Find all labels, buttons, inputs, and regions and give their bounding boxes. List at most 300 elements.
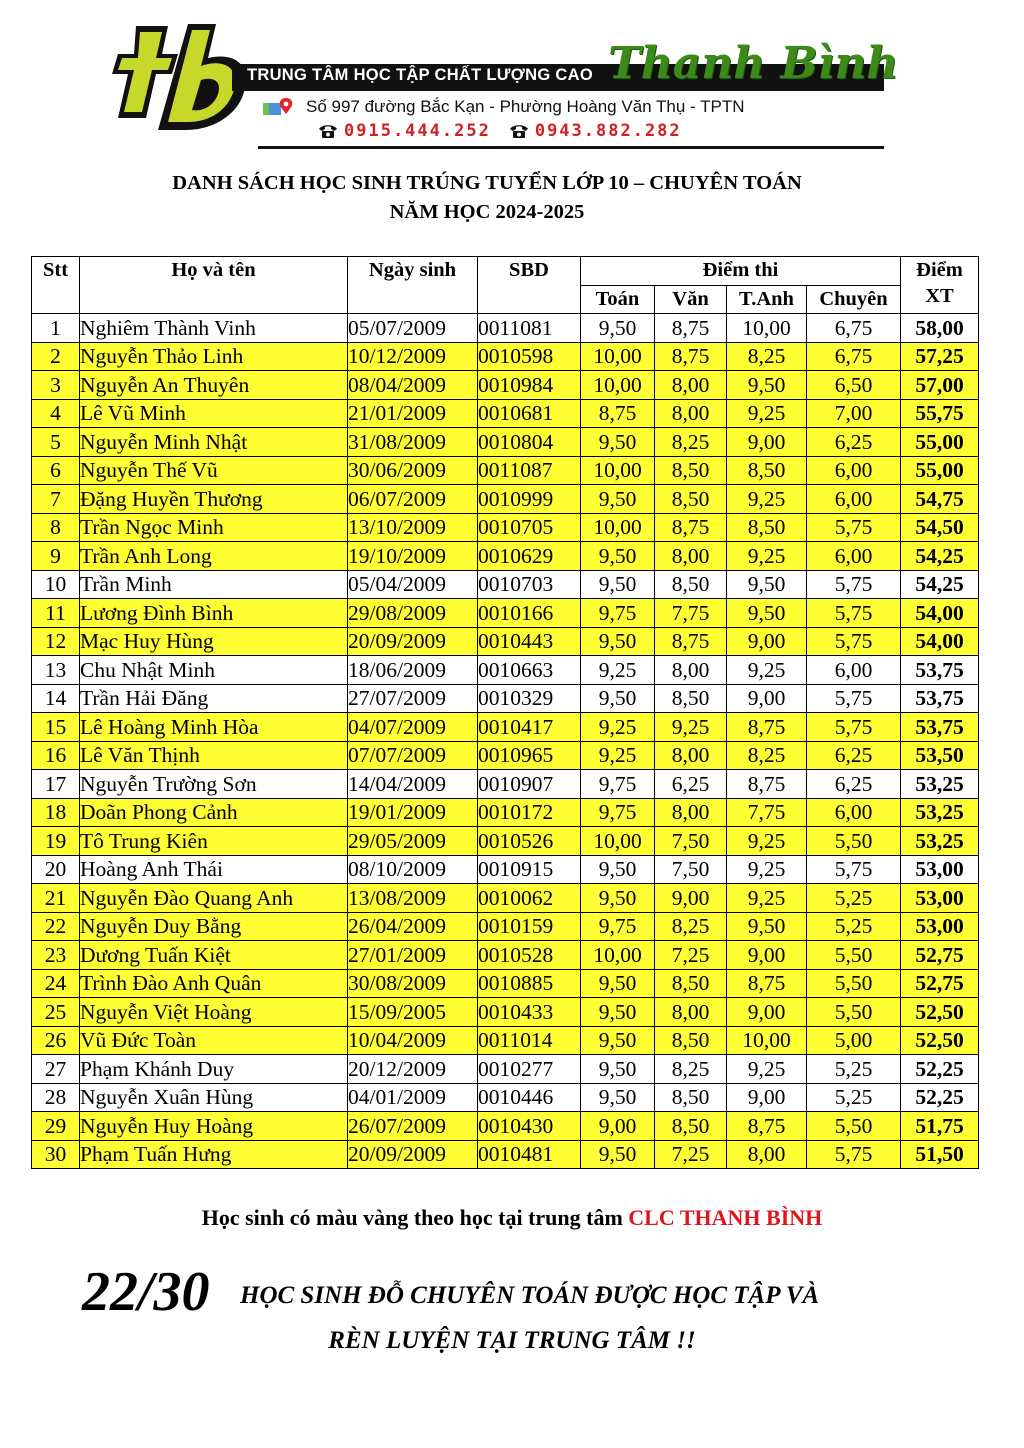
row-literature-score: 8,00 bbox=[655, 656, 727, 685]
row-sbd: 0010417 bbox=[478, 713, 581, 742]
row-specialized-score: 6,00 bbox=[807, 542, 901, 571]
row-dob: 19/01/2009 bbox=[348, 798, 478, 827]
row-literature-score: 8,75 bbox=[655, 627, 727, 656]
promo-line-2: RÈN LUYỆN TẠI TRUNG TÂM !! bbox=[328, 1327, 696, 1354]
row-dob: 21/01/2009 bbox=[348, 399, 478, 428]
row-stt: 9 bbox=[32, 542, 80, 571]
row-math-score: 9,75 bbox=[581, 770, 655, 799]
row-specialized-score: 6,75 bbox=[807, 314, 901, 343]
row-literature-score: 8,25 bbox=[655, 912, 727, 941]
row-stt: 11 bbox=[32, 599, 80, 628]
row-name: Vũ Đức Toàn bbox=[80, 1026, 348, 1055]
row-dob: 14/04/2009 bbox=[348, 770, 478, 799]
row-math-score: 10,00 bbox=[581, 513, 655, 542]
row-name: Mạc Huy Hùng bbox=[80, 627, 348, 656]
row-math-score: 9,00 bbox=[581, 1112, 655, 1141]
row-sbd: 0010277 bbox=[478, 1055, 581, 1084]
row-english-score: 9,50 bbox=[727, 371, 807, 400]
row-sbd: 0010062 bbox=[478, 884, 581, 913]
row-dob: 08/04/2009 bbox=[348, 371, 478, 400]
row-english-score: 9,00 bbox=[727, 941, 807, 970]
row-total-score: 54,75 bbox=[901, 485, 979, 514]
row-specialized-score: 6,25 bbox=[807, 770, 901, 799]
table-row bbox=[32, 912, 979, 941]
row-total-score: 51,75 bbox=[901, 1112, 979, 1141]
row-english-score: 9,25 bbox=[727, 855, 807, 884]
row-math-score: 9,50 bbox=[581, 627, 655, 656]
row-name: Lê Vũ Minh bbox=[80, 399, 348, 428]
row-specialized-score: 6,75 bbox=[807, 342, 901, 371]
row-english-score: 9,25 bbox=[727, 399, 807, 428]
highlight-legend bbox=[0, 1205, 1024, 1231]
telephone-icon bbox=[318, 123, 338, 139]
row-stt: 12 bbox=[32, 627, 80, 656]
row-specialized-score: 5,75 bbox=[807, 627, 901, 656]
table-row bbox=[32, 770, 979, 799]
row-specialized-score: 5,50 bbox=[807, 998, 901, 1027]
row-specialized-score: 6,50 bbox=[807, 371, 901, 400]
row-math-score: 9,50 bbox=[581, 884, 655, 913]
row-specialized-score: 5,75 bbox=[807, 599, 901, 628]
row-specialized-score: 5,75 bbox=[807, 713, 901, 742]
row-literature-score: 8,50 bbox=[655, 684, 727, 713]
row-specialized-score: 6,00 bbox=[807, 798, 901, 827]
row-math-score: 9,75 bbox=[581, 599, 655, 628]
row-english-score: 9,50 bbox=[727, 570, 807, 599]
row-literature-score: 8,25 bbox=[655, 428, 727, 457]
table-header-row bbox=[32, 257, 979, 286]
row-dob: 13/10/2009 bbox=[348, 513, 478, 542]
row-stt: 22 bbox=[32, 912, 80, 941]
row-sbd: 0011087 bbox=[478, 456, 581, 485]
row-sbd: 0010965 bbox=[478, 741, 581, 770]
row-literature-score: 8,00 bbox=[655, 998, 727, 1027]
row-literature-score: 8,50 bbox=[655, 570, 727, 599]
row-literature-score: 7,25 bbox=[655, 1140, 727, 1169]
row-total-score: 55,00 bbox=[901, 456, 979, 485]
row-total-score: 53,00 bbox=[901, 884, 979, 913]
row-english-score: 10,00 bbox=[727, 314, 807, 343]
header-literature: Văn bbox=[655, 285, 727, 314]
row-dob: 15/09/2005 bbox=[348, 998, 478, 1027]
row-dob: 06/07/2009 bbox=[348, 485, 478, 514]
row-english-score: 9,00 bbox=[727, 684, 807, 713]
row-math-score: 9,50 bbox=[581, 969, 655, 998]
row-stt: 4 bbox=[32, 399, 80, 428]
row-name: Nguyễn Xuân Hùng bbox=[80, 1083, 348, 1112]
row-sbd: 0010629 bbox=[478, 542, 581, 571]
phone-row bbox=[318, 120, 682, 142]
row-math-score: 9,50 bbox=[581, 998, 655, 1027]
row-total-score: 57,00 bbox=[901, 371, 979, 400]
row-specialized-score: 6,00 bbox=[807, 656, 901, 685]
row-stt: 25 bbox=[32, 998, 80, 1027]
row-dob: 04/01/2009 bbox=[348, 1083, 478, 1112]
row-math-score: 9,50 bbox=[581, 542, 655, 571]
table-row bbox=[32, 371, 979, 400]
table-row bbox=[32, 941, 979, 970]
row-sbd: 0010526 bbox=[478, 827, 581, 856]
row-math-score: 9,50 bbox=[581, 428, 655, 457]
table-row bbox=[32, 513, 979, 542]
school-year: NĂM HỌC 2024-2025 bbox=[389, 201, 585, 223]
row-specialized-score: 5,75 bbox=[807, 1140, 901, 1169]
address-text: Số 997 đường Bắc Kạn - Phường Hoàng Văn Thụ - TPTN bbox=[306, 97, 745, 116]
row-total-score: 52,25 bbox=[901, 1055, 979, 1084]
row-stt: 14 bbox=[32, 684, 80, 713]
row-total-score: 52,25 bbox=[901, 1083, 979, 1112]
row-literature-score: 8,50 bbox=[655, 1083, 727, 1112]
row-stt: 5 bbox=[32, 428, 80, 457]
table-row bbox=[32, 684, 979, 713]
header-math: Toán bbox=[581, 285, 655, 314]
row-stt: 30 bbox=[32, 1140, 80, 1169]
row-total-score: 55,75 bbox=[901, 399, 979, 428]
row-sbd: 0010528 bbox=[478, 941, 581, 970]
table-row bbox=[32, 570, 979, 599]
location-map-icon bbox=[262, 97, 296, 117]
table-row bbox=[32, 855, 979, 884]
row-english-score: 9,25 bbox=[727, 1055, 807, 1084]
row-math-score: 8,75 bbox=[581, 399, 655, 428]
row-name: Nguyễn Việt Hoàng bbox=[80, 998, 348, 1027]
row-name: Lương Đình Bình bbox=[80, 599, 348, 628]
document-title: DANH SÁCH HỌC SINH TRÚNG TUYỂN LỚP 10 – CHUYÊN TOÁN bbox=[172, 172, 802, 194]
row-sbd: 0010681 bbox=[478, 399, 581, 428]
header-scores: Điểm thi bbox=[581, 257, 901, 286]
row-stt: 23 bbox=[32, 941, 80, 970]
row-literature-score: 8,00 bbox=[655, 399, 727, 428]
row-dob: 19/10/2009 bbox=[348, 542, 478, 571]
row-english-score: 8,50 bbox=[727, 513, 807, 542]
row-english-score: 9,25 bbox=[727, 884, 807, 913]
row-dob: 27/07/2009 bbox=[348, 684, 478, 713]
row-name: Trần Minh bbox=[80, 570, 348, 599]
row-stt: 8 bbox=[32, 513, 80, 542]
row-sbd: 0011014 bbox=[478, 1026, 581, 1055]
row-literature-score: 8,00 bbox=[655, 542, 727, 571]
row-stt: 20 bbox=[32, 855, 80, 884]
row-math-score: 9,25 bbox=[581, 741, 655, 770]
row-total-score: 54,50 bbox=[901, 513, 979, 542]
row-specialized-score: 5,25 bbox=[807, 912, 901, 941]
row-name: Dương Tuấn Kiệt bbox=[80, 941, 348, 970]
row-specialized-score: 5,50 bbox=[807, 941, 901, 970]
row-sbd: 0010663 bbox=[478, 656, 581, 685]
row-dob: 05/04/2009 bbox=[348, 570, 478, 599]
row-name: Trần Anh Long bbox=[80, 542, 348, 571]
row-math-score: 9,75 bbox=[581, 798, 655, 827]
row-total-score: 53,25 bbox=[901, 798, 979, 827]
row-literature-score: 8,50 bbox=[655, 1112, 727, 1141]
table-row bbox=[32, 342, 979, 371]
row-name: Doãn Phong Cảnh bbox=[80, 798, 348, 827]
row-dob: 04/07/2009 bbox=[348, 713, 478, 742]
row-english-score: 8,25 bbox=[727, 741, 807, 770]
row-math-score: 10,00 bbox=[581, 371, 655, 400]
row-specialized-score: 5,75 bbox=[807, 684, 901, 713]
row-english-score: 9,25 bbox=[727, 827, 807, 856]
table-row bbox=[32, 656, 979, 685]
row-literature-score: 7,75 bbox=[655, 599, 727, 628]
table-row bbox=[32, 399, 979, 428]
row-sbd: 0010984 bbox=[478, 371, 581, 400]
row-dob: 26/07/2009 bbox=[348, 1112, 478, 1141]
row-english-score: 8,75 bbox=[727, 713, 807, 742]
table-row bbox=[32, 542, 979, 571]
row-literature-score: 8,25 bbox=[655, 1055, 727, 1084]
row-total-score: 52,75 bbox=[901, 941, 979, 970]
row-name: Nguyễn Thế Vũ bbox=[80, 456, 348, 485]
row-english-score: 9,00 bbox=[727, 998, 807, 1027]
row-name: Nguyễn Trường Sơn bbox=[80, 770, 348, 799]
row-sbd: 0010430 bbox=[478, 1112, 581, 1141]
row-english-score: 9,25 bbox=[727, 485, 807, 514]
row-dob: 30/08/2009 bbox=[348, 969, 478, 998]
row-total-score: 53,00 bbox=[901, 912, 979, 941]
row-english-score: 7,75 bbox=[727, 798, 807, 827]
row-name: Trần Ngọc Minh bbox=[80, 513, 348, 542]
row-total-score: 53,00 bbox=[901, 855, 979, 884]
row-english-score: 8,75 bbox=[727, 1112, 807, 1141]
row-name: Phạm Khánh Duy bbox=[80, 1055, 348, 1084]
row-dob: 29/05/2009 bbox=[348, 827, 478, 856]
row-literature-score: 7,25 bbox=[655, 941, 727, 970]
row-english-score: 8,75 bbox=[727, 969, 807, 998]
row-total-score: 54,00 bbox=[901, 599, 979, 628]
row-math-score: 9,50 bbox=[581, 314, 655, 343]
table-row bbox=[32, 599, 979, 628]
row-math-score: 10,00 bbox=[581, 827, 655, 856]
phone-number-2: 0943.882.282 bbox=[534, 121, 682, 141]
row-literature-score: 8,50 bbox=[655, 1026, 727, 1055]
table-row bbox=[32, 1140, 979, 1169]
promo-line-1: HỌC SINH ĐỖ CHUYÊN TOÁN ĐƯỢC HỌC TẬP VÀ bbox=[240, 1282, 820, 1309]
row-math-score: 9,50 bbox=[581, 1083, 655, 1112]
row-specialized-score: 5,50 bbox=[807, 969, 901, 998]
row-total-score: 55,00 bbox=[901, 428, 979, 457]
banner-underline bbox=[258, 146, 884, 149]
header-total: Điểm XT bbox=[901, 257, 979, 314]
row-total-score: 51,50 bbox=[901, 1140, 979, 1169]
row-sbd: 0010885 bbox=[478, 969, 581, 998]
row-math-score: 9,50 bbox=[581, 855, 655, 884]
row-total-score: 54,25 bbox=[901, 570, 979, 599]
header-dob: Ngày sinh bbox=[348, 257, 478, 314]
brand-name: Thanh Bình bbox=[608, 38, 899, 89]
row-math-score: 9,50 bbox=[581, 684, 655, 713]
row-dob: 20/12/2009 bbox=[348, 1055, 478, 1084]
row-english-score: 8,75 bbox=[727, 770, 807, 799]
row-sbd: 0010443 bbox=[478, 627, 581, 656]
row-sbd: 0010329 bbox=[478, 684, 581, 713]
row-math-score: 10,00 bbox=[581, 342, 655, 371]
row-math-score: 9,25 bbox=[581, 713, 655, 742]
row-stt: 26 bbox=[32, 1026, 80, 1055]
row-specialized-score: 6,00 bbox=[807, 456, 901, 485]
row-total-score: 58,00 bbox=[901, 314, 979, 343]
table-row bbox=[32, 485, 979, 514]
row-english-score: 9,00 bbox=[727, 1083, 807, 1112]
row-stt: 1 bbox=[32, 314, 80, 343]
row-total-score: 53,25 bbox=[901, 770, 979, 799]
row-dob: 29/08/2009 bbox=[348, 599, 478, 628]
row-name: Tô Trung Kiên bbox=[80, 827, 348, 856]
row-name: Trình Đào Anh Quân bbox=[80, 969, 348, 998]
table-row bbox=[32, 314, 979, 343]
row-dob: 26/04/2009 bbox=[348, 912, 478, 941]
row-name: Lê Hoàng Minh Hòa bbox=[80, 713, 348, 742]
row-stt: 13 bbox=[32, 656, 80, 685]
table-row bbox=[32, 1083, 979, 1112]
row-stt: 15 bbox=[32, 713, 80, 742]
legend-text: Học sinh có màu vàng theo học tại trung tâm bbox=[201, 1205, 629, 1230]
row-specialized-score: 5,75 bbox=[807, 513, 901, 542]
table-row bbox=[32, 627, 979, 656]
row-literature-score: 8,50 bbox=[655, 969, 727, 998]
row-literature-score: 7,50 bbox=[655, 827, 727, 856]
row-math-score: 9,50 bbox=[581, 570, 655, 599]
table-row bbox=[32, 713, 979, 742]
row-dob: 20/09/2009 bbox=[348, 627, 478, 656]
row-dob: 07/07/2009 bbox=[348, 741, 478, 770]
row-name: Chu Nhật Minh bbox=[80, 656, 348, 685]
row-name: Đặng Huyền Thương bbox=[80, 485, 348, 514]
row-stt: 27 bbox=[32, 1055, 80, 1084]
row-literature-score: 8,50 bbox=[655, 456, 727, 485]
phone-number-1: 0915.444.252 bbox=[344, 121, 491, 141]
row-literature-score: 8,00 bbox=[655, 741, 727, 770]
row-literature-score: 8,75 bbox=[655, 314, 727, 343]
row-name: Nguyễn Thảo Linh bbox=[80, 342, 348, 371]
legend-center-name: CLC THANH BÌNH bbox=[628, 1205, 823, 1230]
row-dob: 13/08/2009 bbox=[348, 884, 478, 913]
row-math-score: 9,50 bbox=[581, 485, 655, 514]
row-literature-score: 8,50 bbox=[655, 485, 727, 514]
row-math-score: 9,25 bbox=[581, 656, 655, 685]
table-row bbox=[32, 969, 979, 998]
row-sbd: 0010166 bbox=[478, 599, 581, 628]
table-row bbox=[32, 741, 979, 770]
row-specialized-score: 6,00 bbox=[807, 485, 901, 514]
row-specialized-score: 7,00 bbox=[807, 399, 901, 428]
row-specialized-score: 5,50 bbox=[807, 827, 901, 856]
row-dob: 10/04/2009 bbox=[348, 1026, 478, 1055]
row-english-score: 8,25 bbox=[727, 342, 807, 371]
row-total-score: 52,50 bbox=[901, 1026, 979, 1055]
row-dob: 27/01/2009 bbox=[348, 941, 478, 970]
row-specialized-score: 5,50 bbox=[807, 1112, 901, 1141]
row-dob: 31/08/2009 bbox=[348, 428, 478, 457]
results-table bbox=[31, 256, 979, 1169]
row-name: Nguyễn Minh Nhật bbox=[80, 428, 348, 457]
row-name: Nguyễn Duy Bằng bbox=[80, 912, 348, 941]
table-row bbox=[32, 998, 979, 1027]
row-stt: 17 bbox=[32, 770, 80, 799]
row-sbd: 0010999 bbox=[478, 485, 581, 514]
row-stt: 10 bbox=[32, 570, 80, 599]
row-stt: 18 bbox=[32, 798, 80, 827]
row-math-score: 10,00 bbox=[581, 941, 655, 970]
table-row bbox=[32, 827, 979, 856]
row-sbd: 0010172 bbox=[478, 798, 581, 827]
header-specialized: Chuyên bbox=[807, 285, 901, 314]
row-specialized-score: 5,25 bbox=[807, 884, 901, 913]
table-row bbox=[32, 798, 979, 827]
row-sbd: 0010446 bbox=[478, 1083, 581, 1112]
row-literature-score: 9,00 bbox=[655, 884, 727, 913]
row-stt: 28 bbox=[32, 1083, 80, 1112]
row-total-score: 53,75 bbox=[901, 656, 979, 685]
row-specialized-score: 5,00 bbox=[807, 1026, 901, 1055]
row-math-score: 9,75 bbox=[581, 912, 655, 941]
header-sbd: SBD bbox=[478, 257, 581, 314]
telephone-icon bbox=[509, 123, 529, 139]
row-specialized-score: 5,25 bbox=[807, 1083, 901, 1112]
row-literature-score: 8,00 bbox=[655, 798, 727, 827]
row-name: Trần Hải Đăng bbox=[80, 684, 348, 713]
row-english-score: 9,50 bbox=[727, 599, 807, 628]
row-stt: 21 bbox=[32, 884, 80, 913]
row-english-score: 9,50 bbox=[727, 912, 807, 941]
row-name: Phạm Tuấn Hưng bbox=[80, 1140, 348, 1169]
table-row bbox=[32, 428, 979, 457]
row-sbd: 0010703 bbox=[478, 570, 581, 599]
row-name: Lê Văn Thịnh bbox=[80, 741, 348, 770]
row-total-score: 52,50 bbox=[901, 998, 979, 1027]
row-english-score: 8,50 bbox=[727, 456, 807, 485]
row-sbd: 0010705 bbox=[478, 513, 581, 542]
table-row bbox=[32, 1026, 979, 1055]
row-math-score: 9,50 bbox=[581, 1026, 655, 1055]
row-math-score: 9,50 bbox=[581, 1140, 655, 1169]
row-dob: 30/06/2009 bbox=[348, 456, 478, 485]
row-english-score: 9,25 bbox=[727, 656, 807, 685]
row-dob: 08/10/2009 bbox=[348, 855, 478, 884]
row-total-score: 57,25 bbox=[901, 342, 979, 371]
row-sbd: 0010907 bbox=[478, 770, 581, 799]
row-literature-score: 6,25 bbox=[655, 770, 727, 799]
row-stt: 2 bbox=[32, 342, 80, 371]
row-literature-score: 9,25 bbox=[655, 713, 727, 742]
row-specialized-score: 6,25 bbox=[807, 741, 901, 770]
row-name: Hoàng Anh Thái bbox=[80, 855, 348, 884]
header-name: Họ và tên bbox=[80, 257, 348, 314]
row-stt: 29 bbox=[32, 1112, 80, 1141]
row-literature-score: 7,50 bbox=[655, 855, 727, 884]
row-stt: 24 bbox=[32, 969, 80, 998]
row-stt: 3 bbox=[32, 371, 80, 400]
row-sbd: 0010598 bbox=[478, 342, 581, 371]
table-row bbox=[32, 1055, 979, 1084]
row-english-score: 9,00 bbox=[727, 428, 807, 457]
row-stt: 6 bbox=[32, 456, 80, 485]
row-sbd: 0010433 bbox=[478, 998, 581, 1027]
row-literature-score: 8,00 bbox=[655, 371, 727, 400]
row-dob: 18/06/2009 bbox=[348, 656, 478, 685]
center-name: TRUNG TÂM HỌC TẬP CHẤT LƯỢNG CAO bbox=[247, 66, 593, 84]
row-name: Nguyễn Huy Hoàng bbox=[80, 1112, 348, 1141]
table-row bbox=[32, 884, 979, 913]
row-specialized-score: 6,25 bbox=[807, 428, 901, 457]
row-total-score: 54,00 bbox=[901, 627, 979, 656]
row-english-score: 8,00 bbox=[727, 1140, 807, 1169]
address-row bbox=[262, 96, 745, 118]
row-math-score: 9,50 bbox=[581, 1055, 655, 1084]
row-specialized-score: 5,75 bbox=[807, 570, 901, 599]
row-dob: 05/07/2009 bbox=[348, 314, 478, 343]
row-sbd: 0010915 bbox=[478, 855, 581, 884]
